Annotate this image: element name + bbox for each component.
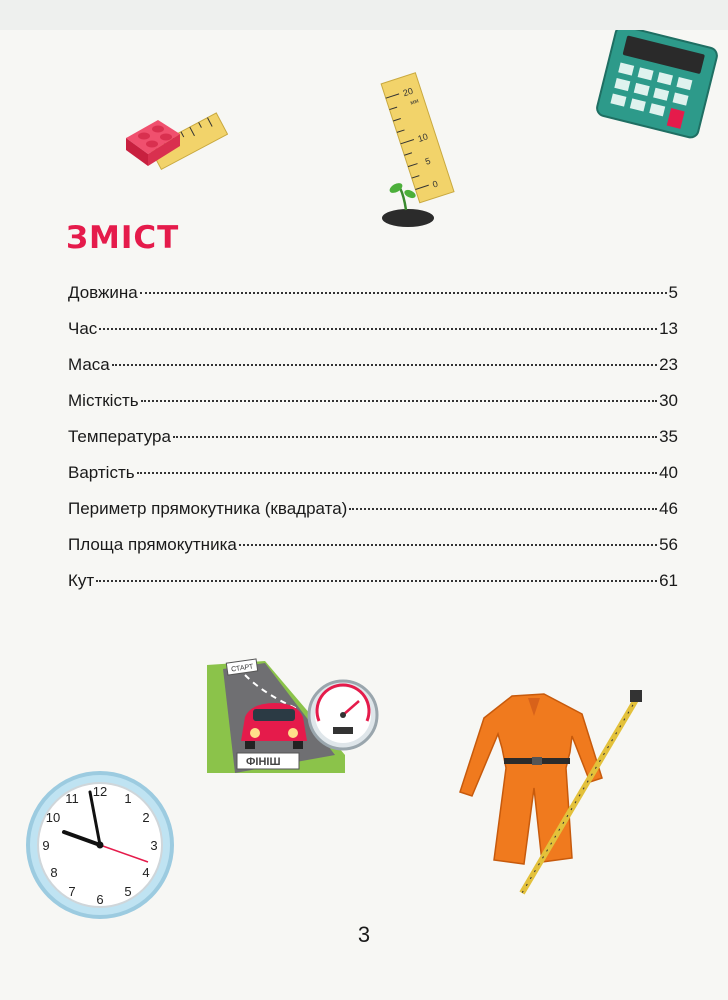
svg-text:9: 9 — [42, 838, 50, 853]
calculator-illustration — [592, 30, 722, 142]
toc-entry-label: Маса — [68, 355, 110, 374]
svg-text:2: 2 — [142, 810, 150, 825]
toc-heading: ЗМІСТ — [66, 220, 180, 256]
dot-leader — [137, 472, 657, 474]
dot-leader — [239, 544, 657, 546]
toc-entry-page: 46 — [659, 499, 678, 518]
svg-text:10: 10 — [416, 131, 430, 144]
dot-leader — [141, 400, 657, 402]
svg-text:20: 20 — [401, 85, 415, 99]
toc-entry-area[interactable] — [68, 535, 678, 571]
overalls-tape-illustration — [432, 688, 652, 900]
toc-entry-label: Площа прямокутника — [68, 535, 237, 554]
toc-entry-time[interactable] — [68, 319, 678, 355]
toc-entry-label: Час — [68, 319, 98, 338]
lego-ruler-illustration — [118, 100, 228, 180]
toc-entry-page: 30 — [659, 391, 678, 410]
dot-leader — [99, 328, 657, 330]
toc-entry-label: Кут — [68, 571, 95, 590]
svg-text:11: 11 — [65, 791, 79, 806]
toc-entry-label: Довжина — [68, 283, 138, 302]
speedometer-icon — [309, 681, 377, 749]
overalls — [460, 694, 602, 864]
toc-entry-mass[interactable] — [68, 355, 678, 391]
dot-leader — [140, 292, 667, 294]
svg-text:6: 6 — [96, 892, 104, 907]
dot-leader — [173, 436, 657, 438]
svg-text:7: 7 — [68, 884, 76, 899]
toc-entry-label: Вартість — [68, 463, 135, 482]
svg-text:СТАРТ: СТАРТ — [230, 663, 254, 674]
toc-entry-angle[interactable] — [68, 571, 678, 607]
toc-entry-temperature[interactable] — [68, 427, 678, 463]
svg-text:10: 10 — [45, 810, 61, 825]
toc-entry-cost[interactable] — [68, 463, 678, 499]
svg-text:8: 8 — [50, 865, 58, 880]
toc-entry-page: 35 — [659, 427, 678, 446]
toc-entry-page: 61 — [659, 571, 678, 590]
svg-text:ФІНІШ: ФІНІШ — [246, 756, 281, 768]
clock-icon — [20, 770, 180, 920]
svg-text:1: 1 — [124, 791, 132, 806]
page-number: 3 — [357, 922, 371, 947]
toc-entry-label: Периметр прямокутника (квадрата) — [68, 499, 348, 518]
toc-entry-label: Місткість — [68, 391, 139, 410]
toc-entry-label: Температура — [68, 427, 171, 446]
dot-leader — [96, 580, 657, 582]
svg-text:12: 12 — [92, 784, 108, 799]
toc-entry-perimeter[interactable] — [68, 499, 678, 535]
svg-text:3: 3 — [150, 838, 158, 853]
toc-entry-page: 13 — [659, 319, 678, 338]
svg-text:5: 5 — [124, 884, 132, 899]
dot-leader — [112, 364, 657, 366]
svg-text:4: 4 — [142, 865, 150, 880]
toc-entry-page: 5 — [668, 283, 678, 302]
ruler-sprout-illustration — [370, 68, 490, 238]
toc-entry-page: 56 — [659, 535, 678, 554]
ruler — [381, 73, 454, 203]
toc-entry-length[interactable] — [68, 283, 678, 319]
toc-entry-capacity[interactable] — [68, 391, 678, 427]
toc-entry-page: 40 — [659, 463, 678, 482]
toc-entry-page: 23 — [659, 355, 678, 374]
svg-text:0: 0 — [431, 178, 440, 190]
dot-leader — [349, 508, 657, 510]
road-car-illustration — [205, 655, 385, 775]
table-of-contents — [68, 283, 678, 607]
svg-text:5: 5 — [423, 155, 432, 167]
svg-text:мм: мм — [409, 98, 420, 107]
